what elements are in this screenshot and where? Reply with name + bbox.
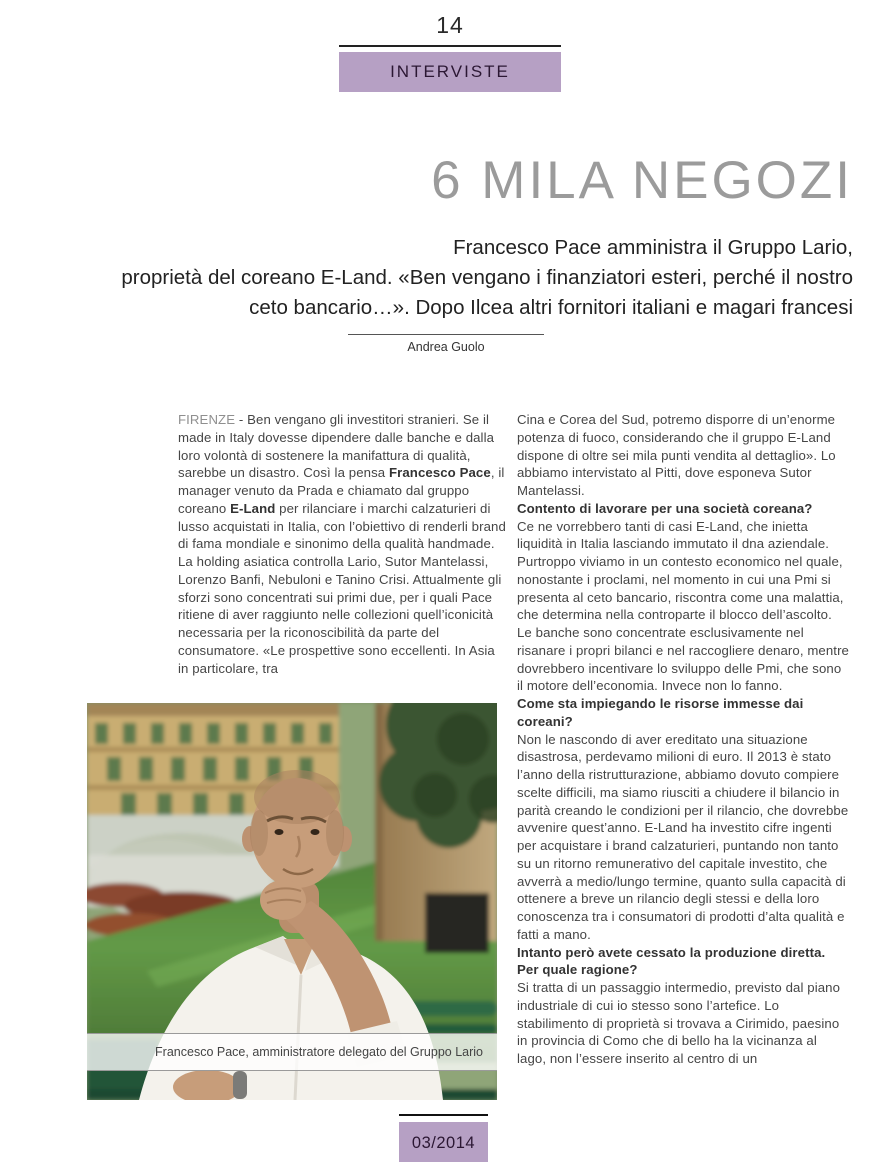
text-run: Si tratta di un passaggio intermedio, previsto dal piano industriale di cui io stesso sono l’artefice. Lo stabilimento di proprietà si trovava a Cirimido, paesino in provincia di Como che di bello ha la vicinanza al lago, non l’essere inserito al centro di un (517, 980, 841, 1066)
paragraph (517, 518, 849, 696)
issue-badge: 03/2014 (399, 1122, 488, 1162)
text-run: E-Land (230, 500, 276, 516)
page-header (339, 12, 561, 92)
text-run: Intanto però avete cessato la produzione diretta. Per quale ragione? (517, 944, 826, 978)
text-run: Non le nascondo di aver ereditato una situazione disastrosa, perdevamo milioni di euro. Il 2013 è stato l’anno della ristrutturazione, abbiamo dovuto compiere scelte difficili, ma siamo riusciti a chiudere il bilancio in parità creando le condizioni per il rilancio, che dovrebbe avvenire quest’anno. E-Land ha investito cifre ingenti per acquistare i brand calzaturieri, puntando non tanto su un ritorno remunerativo del capitale investito, che avverrà a medio/lungo termine, quanto sulla capacità di ottenere a breve un rilancio degli stessi e della loro conoscenza tra i consumatori di prodotti d’alta qualità e fatti a mano. (517, 731, 849, 942)
text-run: , il manager venuto da Prada e chiamato dal gruppo coreano (178, 465, 505, 516)
page-number: 14 (436, 12, 464, 38)
text-run: per rilanciare i marchi calzaturieri di lusso acquistati in Italia, con l’obiettivo di renderli brand di fama mondiale e sinonimo della qualità handmade. La holding asiatica controlla Lario, Sutor Mantelassi, Lorenzo Banfi, Nebuloni e Tanino Crisi. Attualmente gli sforzi sono concentrati sui primi due, per i quali Pace ritiene di aver raggiunto nelle collezioni quell’iconicità necessaria per la riconoscibilità da parte del consumatore. «Le prospettive sono eccellenti. In Asia in particolare, tra (178, 500, 506, 676)
paragraph (517, 979, 849, 1068)
interview-question (517, 500, 849, 518)
section-badge: INTERVISTE (339, 52, 561, 92)
article-photo (87, 703, 497, 1100)
text-run: Come sta impiegando le risorse immesse dai coreani? (517, 696, 804, 729)
text-run: FIRENZE (178, 412, 236, 427)
article-standfirst: Francesco Pace amministra il Gruppo Lario, proprietà del coreano E-Land. «Ben vengano i finanziatori esteri, perché il nostro ceto bancario…». Dopo Ilcea altri fornitori italiani e magari francesi (121, 236, 853, 319)
paragraph (517, 411, 849, 500)
body-column-left (178, 411, 506, 677)
text-run: - Ben vengano gli investitori stranieri. Se il made in Italy dovesse dipendere dalle banche e dalla loro volontà di sostenere la manifattura di qualità, sarebbe un disastro. Così la pensa (178, 412, 495, 481)
text-run: Contento di lavorare per una società coreana? (517, 500, 813, 516)
interview-question (517, 944, 849, 980)
author-byline: Andrea Guolo (348, 334, 544, 354)
paragraph (178, 411, 506, 677)
header-rule (339, 45, 561, 47)
paragraph (517, 731, 849, 944)
article-headline: 6 MILA NEGOZI (431, 151, 853, 210)
footer-rule (399, 1114, 488, 1116)
text-run: Cina e Corea del Sud, potremo disporre di un’enorme potenza di fuoco, considerando che il gruppo E-Land dispone di oltre sei mila punti vendita al dettaglio». Lo abbiamo intervistato al Pitti, dove esponeva Sutor Mantelassi. (517, 412, 836, 498)
body-column-right (517, 411, 849, 1068)
interview-question (517, 695, 849, 731)
page-footer (399, 1114, 488, 1162)
photo-caption: Francesco Pace, amministratore delegato del Gruppo Lario (87, 1033, 497, 1071)
text-run: Francesco Pace (388, 465, 491, 481)
text-run: Ce ne vorrebbero tanti di casi E-Land, che inietta liquidità in Italia lasciando immutato il dna aziendale. Purtroppo viviamo in un contesto economico nel quale, nonostante i proclami, nel momento in cui una Pmi si presenta al ceto bancario, riscontra come una malattia, che determina nella controparte il blocco dell’ascolto. Le banche sono concentrate esclusivamente nel risanare i propri bilanci e nel raccogliere denaro, mentre dovrebbero incentivare lo sviluppo delle Pmi, che sono il motore dell’economia. Invece non lo fanno. (517, 518, 849, 694)
